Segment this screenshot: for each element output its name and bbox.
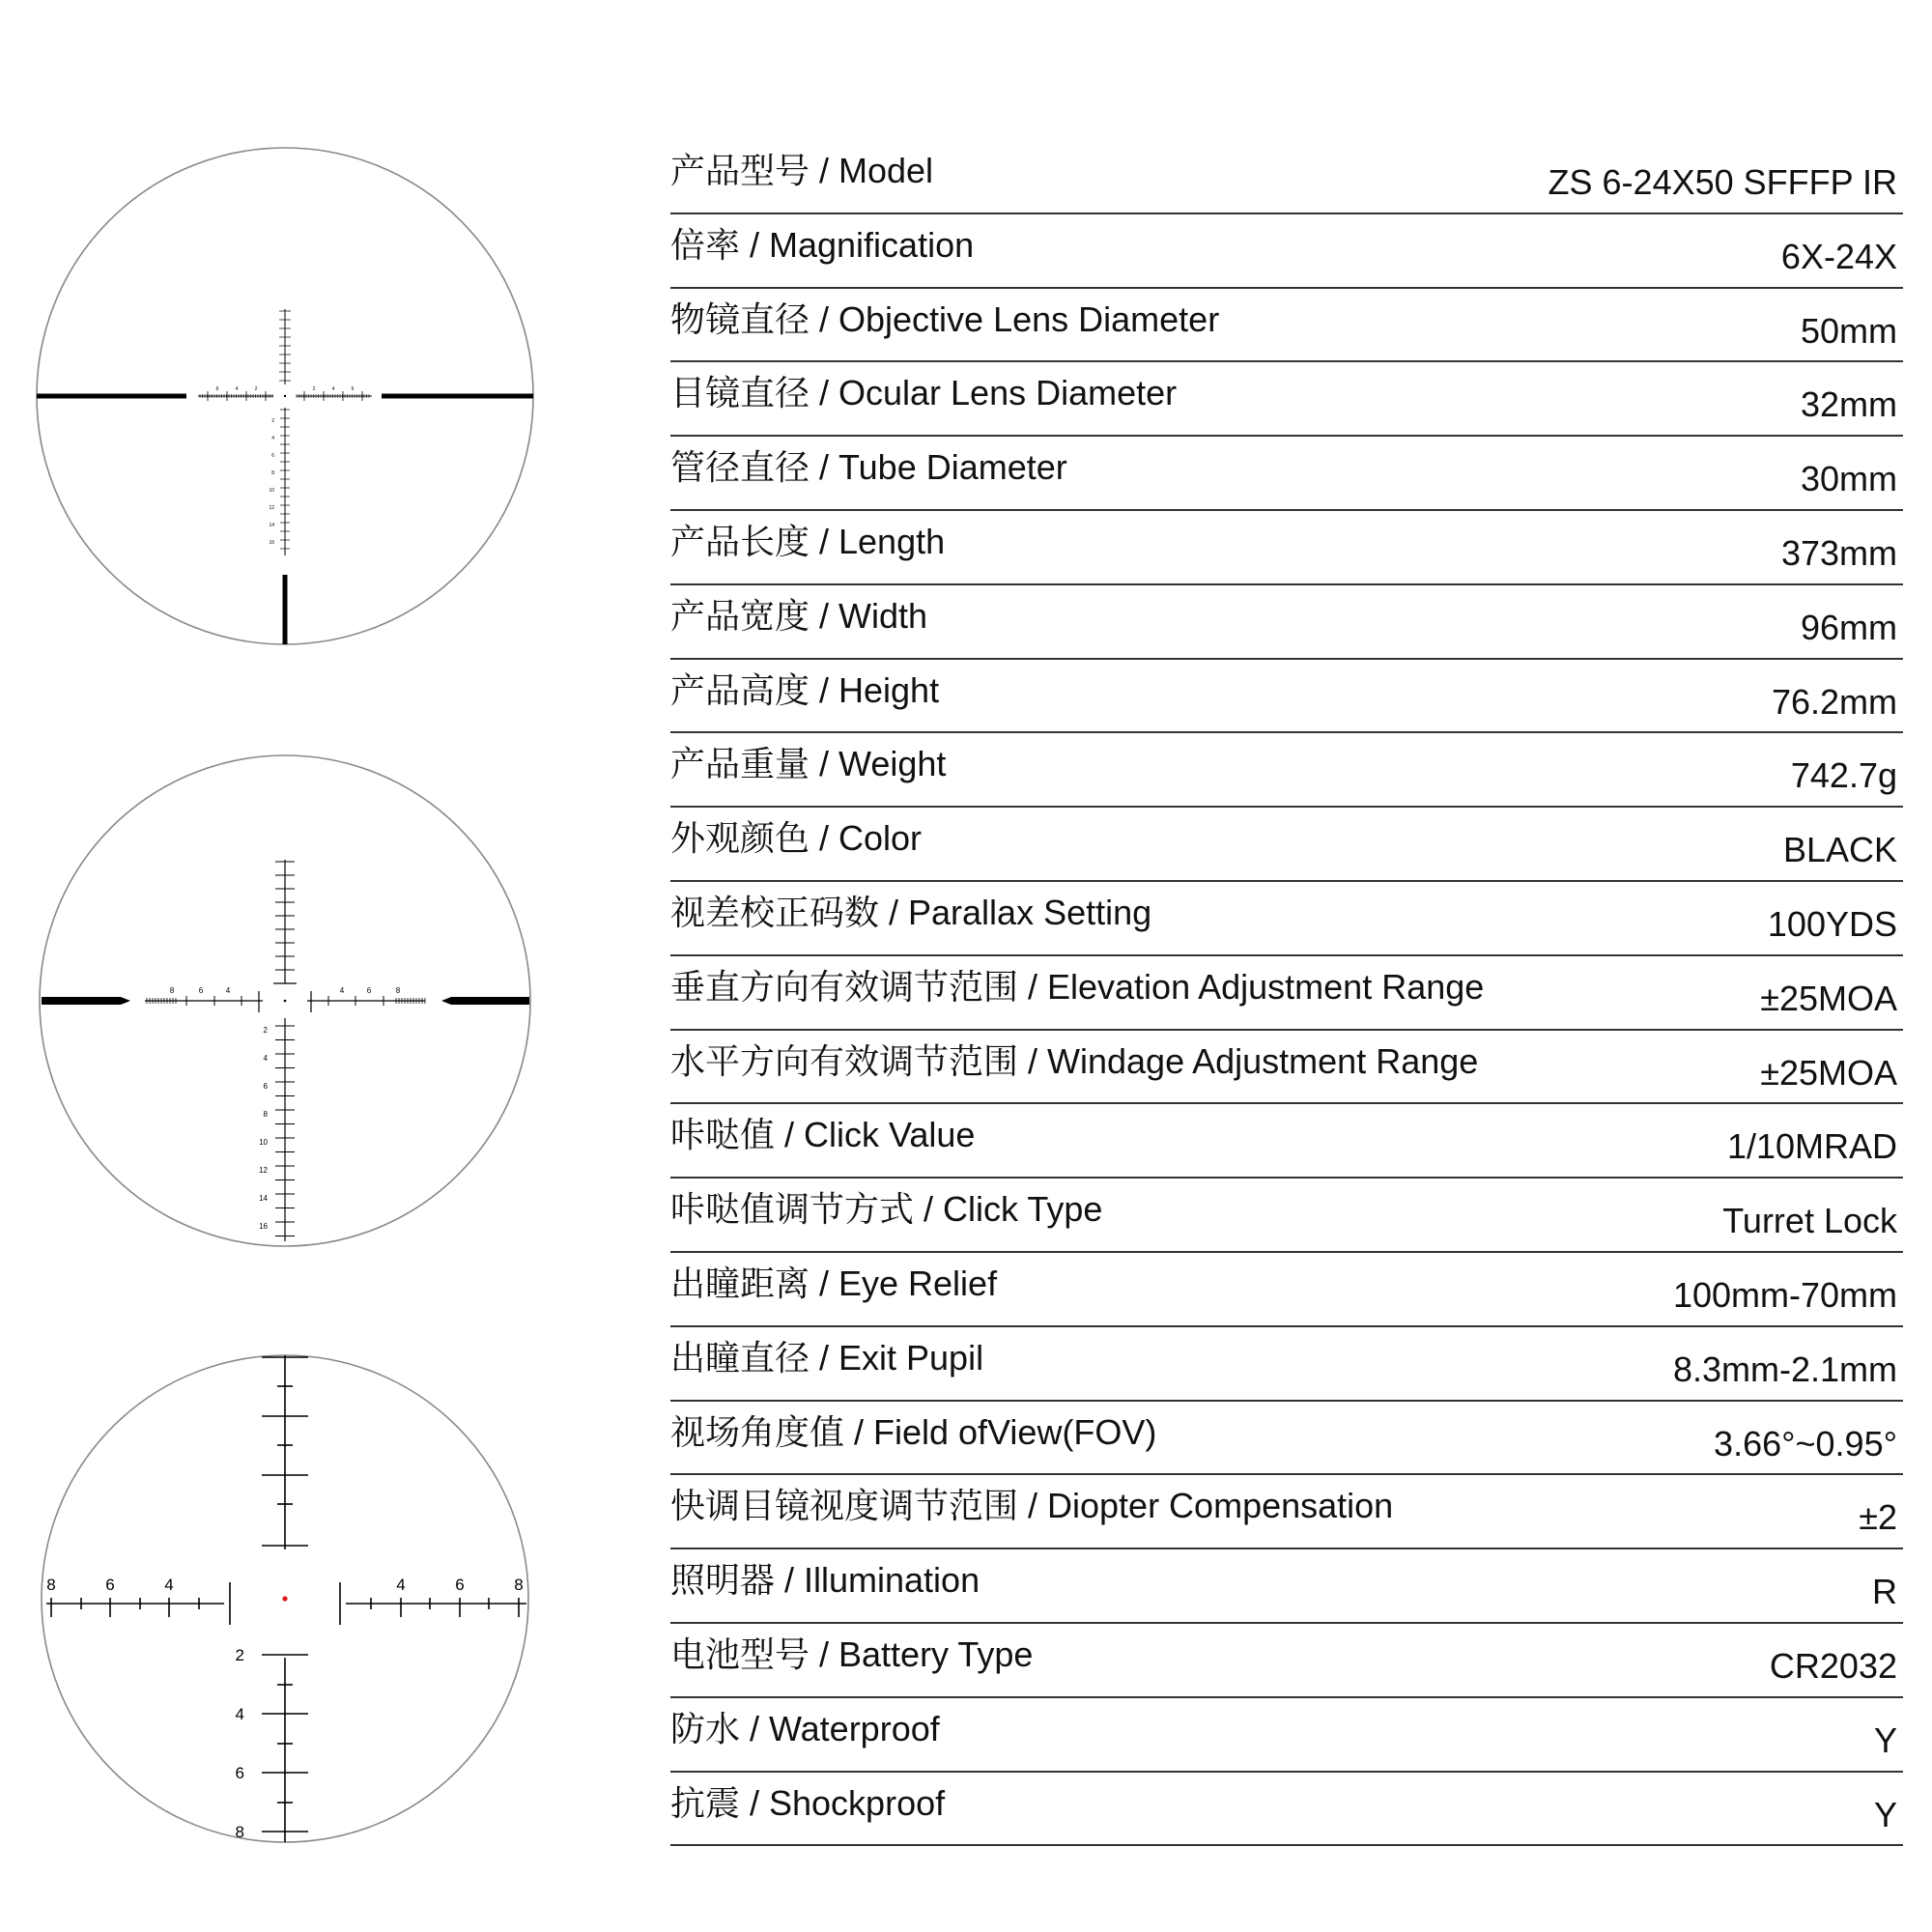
h-label: 4: [396, 1576, 406, 1594]
spec-row: [670, 140, 1903, 214]
h-label: 6: [366, 986, 372, 995]
h-label: 2: [312, 386, 316, 392]
spec-row: [670, 511, 1903, 585]
spec-value: BLACK: [1782, 830, 1897, 870]
h-label: 6: [215, 386, 219, 392]
h-label: 6: [105, 1576, 115, 1594]
v-label: 6: [235, 1764, 244, 1782]
spec-label: 物镜直径 / Objective Lens Diameter: [670, 298, 1220, 339]
spec-label: 垂直方向有效调节范围 / Elevation Adjustment Range: [670, 966, 1485, 1007]
spec-value: Y: [1873, 1719, 1897, 1760]
spec-label: 水平方向有效调节范围 / Windage Adjustment Range: [670, 1040, 1479, 1081]
spec-row: [670, 1179, 1903, 1253]
spec-label: 产品长度 / Length: [670, 521, 946, 561]
horizontal-ticks: [147, 991, 425, 1012]
spec-label: 防水 / Waterproof: [670, 1708, 940, 1748]
h-label: 8: [46, 1576, 56, 1594]
spec-label: 出瞳距离 / Eye Relief: [670, 1263, 998, 1303]
h-label: 4: [339, 986, 345, 995]
spec-row: [670, 1549, 1903, 1624]
spec-label: 产品型号 / Model: [670, 151, 934, 190]
spec-label: 视场角度值 / Field ofView(FOV): [670, 1411, 1157, 1452]
reticle-diagram-full: [0, 126, 580, 647]
h-label: 6: [455, 1576, 465, 1594]
spec-value: ZS 6-24X50 SFFFP IR: [1548, 162, 1897, 202]
spec-value: CR2032: [1769, 1645, 1897, 1686]
spec-label: 视差校正码数 / Parallax Setting: [670, 892, 1152, 932]
spec-value: 32mm: [1800, 384, 1897, 425]
spec-label: 咔哒值 / Click Value: [670, 1115, 976, 1155]
spec-value: 3.66°~0.95°: [1714, 1423, 1897, 1463]
center-dot: [284, 1000, 287, 1003]
v-label: 8: [263, 1110, 268, 1119]
center-dot: [284, 395, 286, 397]
v-label: 4: [263, 1054, 268, 1063]
spec-value: 96mm: [1800, 607, 1897, 647]
spec-value: Y: [1873, 1794, 1897, 1834]
spec-label: 产品高度 / Height: [670, 669, 940, 710]
spec-value: Turret Lock: [1722, 1201, 1897, 1241]
spec-value: 76.2mm: [1771, 681, 1897, 722]
spec-value: ±25MOA: [1760, 1052, 1897, 1093]
right-post: [441, 997, 529, 1005]
v-label: 14: [259, 1194, 268, 1203]
v-label: 6: [271, 453, 274, 459]
spec-row: [670, 214, 1903, 289]
v-label: 8: [271, 470, 274, 476]
v-label: 4: [271, 436, 274, 441]
spec-row: [670, 1698, 1903, 1773]
spec-row: [670, 1475, 1903, 1549]
v-label: 2: [263, 1026, 268, 1035]
spec-label: 抗震 / Shockproof: [670, 1782, 946, 1823]
spec-row: [670, 1402, 1903, 1476]
h-label: 8: [514, 1576, 524, 1594]
v-label: 10: [269, 488, 274, 494]
spec-row: [670, 437, 1903, 511]
spec-label: 电池型号 / Battery Type: [670, 1634, 1034, 1674]
h-label: 4: [235, 386, 239, 392]
spec-label: 管径直径 / Tube Diameter: [670, 447, 1067, 488]
spec-row: [670, 660, 1903, 734]
spec-value: 30mm: [1800, 459, 1897, 499]
spec-value: 373mm: [1780, 532, 1897, 573]
v-label: 16: [269, 540, 274, 546]
reticle-2-svg: [0, 734, 580, 1256]
spec-row: [670, 956, 1903, 1031]
reticle-3-svg: [0, 1343, 580, 1864]
spec-row: [670, 733, 1903, 808]
spec-value: ±25MOA: [1760, 978, 1897, 1018]
h-label: 4: [164, 1576, 174, 1594]
v-label: 6: [263, 1082, 268, 1091]
v-label: 10: [259, 1138, 268, 1147]
v-label: 14: [269, 523, 274, 528]
spec-row: [670, 808, 1903, 882]
reticle-diagram-medium: [0, 734, 580, 1256]
spec-value: 8.3mm-2.1mm: [1672, 1349, 1897, 1389]
spec-label: 目镜直径 / Ocular Lens Diameter: [670, 373, 1178, 413]
illuminated-center-dot: [282, 1596, 287, 1601]
h-label: 6: [351, 386, 355, 392]
h-label: 4: [331, 386, 335, 392]
h-label: 8: [169, 986, 175, 995]
v-label: 2: [271, 418, 274, 424]
spec-label: 外观颜色 / Color: [670, 818, 923, 859]
spec-row: [670, 585, 1903, 660]
spec-label: 倍率 / Magnification: [670, 224, 975, 265]
spec-table: [670, 140, 1903, 1846]
spec-value: ±2: [1859, 1497, 1897, 1538]
spec-row: [670, 1031, 1903, 1105]
reticle-diagram-close: [0, 1343, 580, 1864]
spec-row: [670, 1327, 1903, 1402]
spec-row: [670, 362, 1903, 437]
h-label: 2: [254, 386, 258, 392]
spec-value: 742.7g: [1790, 755, 1897, 796]
spec-label: 咔哒值调节方式 / Click Type: [670, 1189, 1103, 1230]
spec-value: 6X-24X: [1780, 236, 1897, 276]
spec-label: 产品宽度 / Width: [670, 595, 928, 636]
v-label: 12: [259, 1166, 268, 1175]
spec-row: [670, 1104, 1903, 1179]
spec-row: [670, 1253, 1903, 1327]
v-label: 16: [259, 1222, 268, 1231]
spec-value: 100mm-70mm: [1672, 1274, 1897, 1315]
spec-label: 产品重量 / Weight: [670, 744, 947, 784]
spec-label: 快调目镜视度调节范围 / Diopter Compensation: [670, 1486, 1394, 1526]
h-label: 8: [395, 986, 401, 995]
spec-value: R: [1872, 1572, 1897, 1612]
spec-row: [670, 1773, 1903, 1847]
spec-value: 100YDS: [1767, 903, 1897, 944]
spec-row: [670, 882, 1903, 956]
spec-row: [670, 289, 1903, 363]
spec-value: 50mm: [1800, 310, 1897, 351]
v-label: 4: [235, 1705, 244, 1723]
spec-row: [670, 1624, 1903, 1698]
v-label: 12: [269, 505, 274, 511]
spec-value: 1/10MRAD: [1726, 1126, 1897, 1167]
spec-label: 照明器 / Illumination: [670, 1560, 980, 1601]
h-label: 6: [198, 986, 204, 995]
left-post: [42, 997, 130, 1005]
spec-label: 出瞳直径 / Exit Pupil: [670, 1337, 984, 1378]
reticle-1-svg: [0, 126, 580, 647]
v-label: 8: [235, 1823, 244, 1841]
h-label: 4: [225, 986, 231, 995]
v-label: 2: [235, 1646, 244, 1664]
